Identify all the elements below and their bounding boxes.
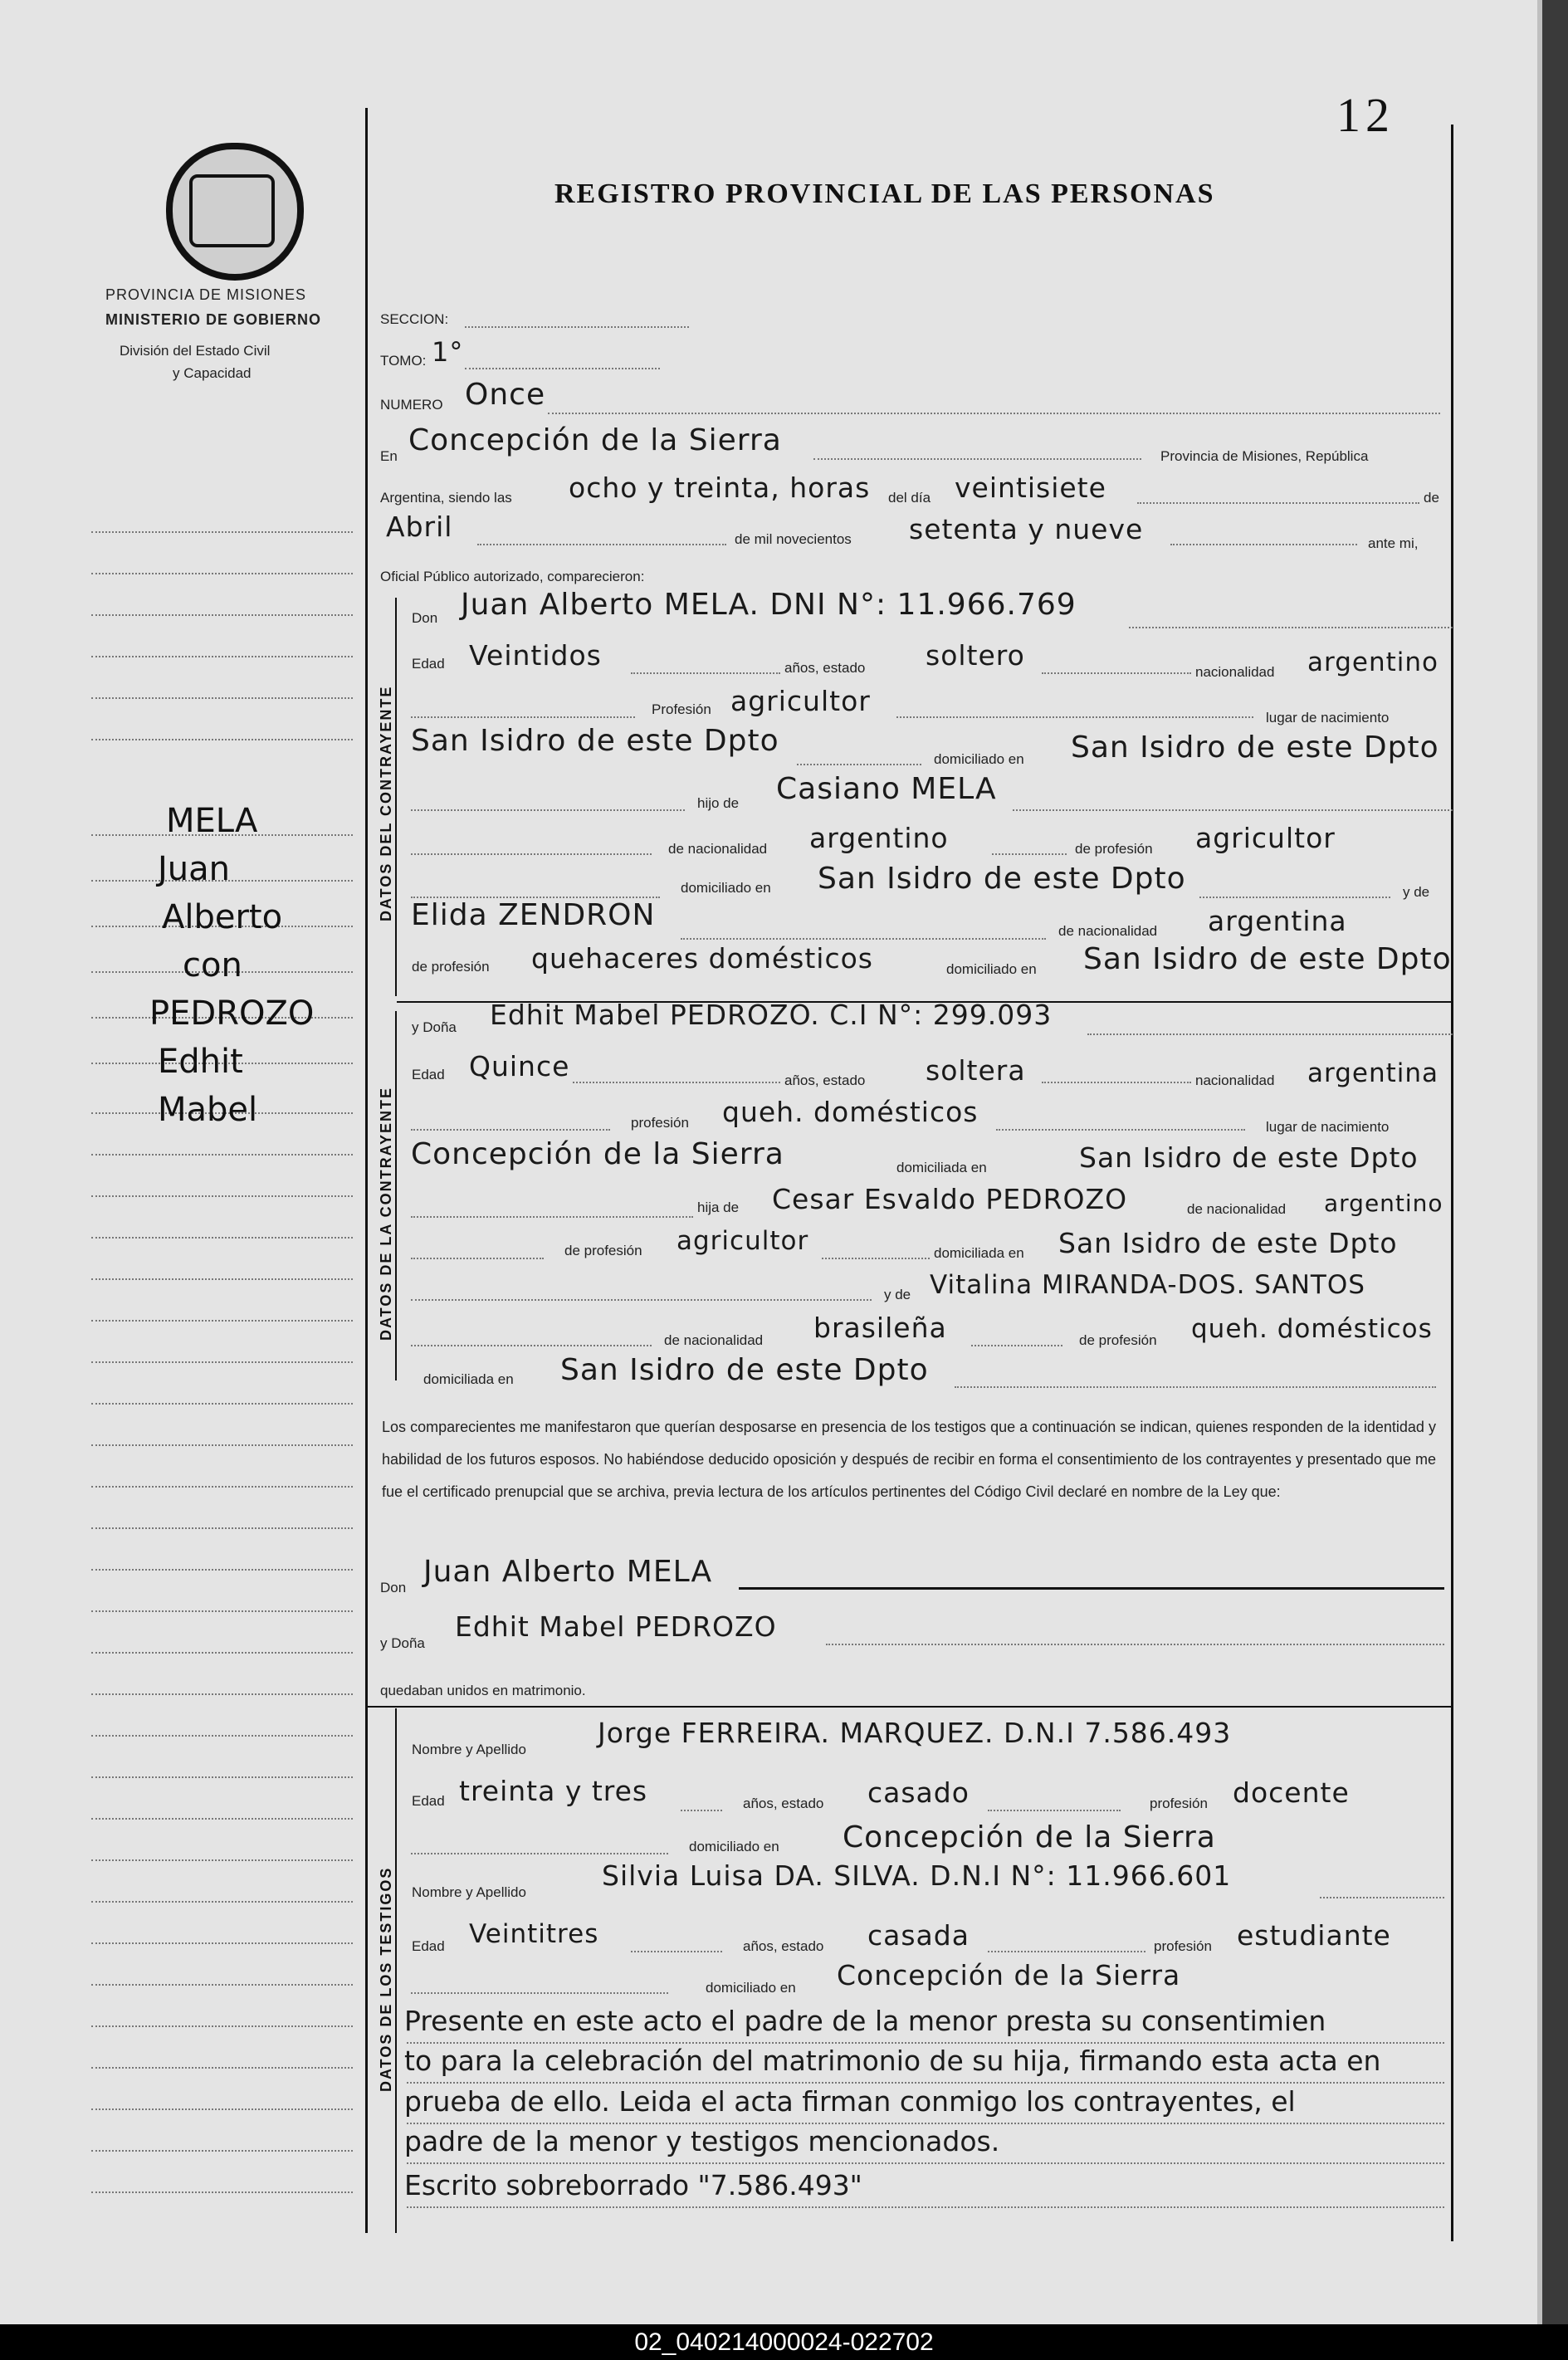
t1-label: Nombre y Apellido xyxy=(412,1742,526,1757)
margin-dotted-line xyxy=(91,1237,353,1239)
margin-note-line: con xyxy=(183,946,242,985)
contrayente-domicilio: San Isidro de este Dpto xyxy=(1071,730,1439,765)
anio-label: de mil novecientos xyxy=(735,531,852,547)
contrayente-estado: soltero xyxy=(926,639,1025,672)
contrayenta-lugar-nac: Concepción de la Sierra xyxy=(411,1137,784,1171)
t1-prof-label: profesión xyxy=(1150,1796,1208,1811)
testigos-divider xyxy=(368,1706,1451,1708)
right-margin-rule xyxy=(1451,125,1453,2241)
margin-dotted-line xyxy=(91,1527,353,1529)
t1-nombre: Jorge FERREIRA. MARQUEZ. D.N.I 7.586.493 xyxy=(598,1717,1232,1749)
margin-dotted-line xyxy=(91,573,353,574)
anio-value: setenta y nueve xyxy=(909,513,1144,545)
t1-estado-label: años, estado xyxy=(743,1796,824,1811)
contrayente-madre-prof: quehaceres domésticos xyxy=(531,942,873,975)
don-label: Don xyxy=(412,610,438,626)
de-nac-label: de nacionalidad xyxy=(668,841,768,857)
decl-closing: quedaban unidos en matrimonio. xyxy=(380,1683,586,1698)
t2-dom-label: domiciliado en xyxy=(706,1980,796,1996)
notes-line: prueba de ello. Leida el acta firman conmigo los contrayentes, el xyxy=(404,2085,1296,2118)
dona-label: y Doña xyxy=(412,1019,457,1035)
mes-value: Abril xyxy=(386,511,453,543)
contrayenta-padre-prof: agricultor xyxy=(677,1226,809,1256)
de-prof-label-3: de profesión xyxy=(564,1243,642,1258)
contrayenta-domicilio: San Isidro de este Dpto xyxy=(1079,1141,1419,1174)
de-nac-label-3: de nacionalidad xyxy=(1187,1201,1287,1217)
t1-dom: Concepción de la Sierra xyxy=(843,1820,1216,1854)
lugar-value: Concepción de la Sierra xyxy=(408,423,782,457)
tomo-value: 1° xyxy=(432,336,464,368)
y-de-label-2: y de xyxy=(884,1287,911,1302)
margin-note-line: Mabel xyxy=(158,1091,258,1129)
contrayente-madre: Elida ZENDRON xyxy=(411,898,656,932)
provincia-text: Provincia de Misiones, República xyxy=(1160,448,1369,464)
contrayenta-estado: soltera xyxy=(926,1054,1026,1087)
decl-dona-label: y Doña xyxy=(380,1635,425,1651)
margin-dotted-line xyxy=(91,1361,353,1363)
contrayente-madre-dom: San Isidro de este Dpto xyxy=(1083,942,1452,976)
margin-dotted-line xyxy=(91,1486,353,1488)
madre-dom-label-2: domiciliada en xyxy=(423,1371,514,1387)
t2-estado-label: años, estado xyxy=(743,1938,824,1954)
edad-label-2: Edad xyxy=(412,1067,445,1082)
numero-label: NUMERO xyxy=(380,397,443,413)
margin-dotted-line xyxy=(91,1154,353,1156)
contrayenta-profesion: queh. domésticos xyxy=(722,1096,979,1128)
contrayenta-madre-prof: queh. domésticos xyxy=(1191,1314,1433,1344)
contrayente-nacionalidad: argentino xyxy=(1307,647,1439,677)
hora-value: ocho y treinta, horas xyxy=(569,472,871,504)
contrayenta-rule xyxy=(395,1011,397,1380)
nacionalidad-label: nacionalidad xyxy=(1195,664,1275,680)
domicilio-label-2: domiciliada en xyxy=(896,1160,987,1175)
margin-note-line: Juan xyxy=(158,850,231,888)
margin-dotted-line xyxy=(91,2108,353,2110)
page-title: REGISTRO PROVINCIAL DE LAS PERSONAS xyxy=(554,178,1215,209)
margin-dotted-line xyxy=(91,697,353,699)
margin-dotted-line xyxy=(91,1942,353,1944)
contrayente-padre: Casiano MELA xyxy=(776,772,997,806)
padre-dom-label: domiciliado en xyxy=(681,880,771,896)
profesion-label: Profesión xyxy=(652,701,711,717)
margin-note xyxy=(149,797,357,1134)
contrayente-profesion: agricultor xyxy=(730,685,871,717)
notes-line: padre de la menor y testigos mencionados. xyxy=(404,2125,1000,2157)
margin-dotted-line xyxy=(91,1859,353,1861)
contrayente-padre-nac: argentino xyxy=(809,822,949,854)
contrayenta-padre-dom: San Isidro de este Dpto xyxy=(1058,1227,1398,1259)
nacionalidad-label-2: nacionalidad xyxy=(1195,1073,1275,1088)
provincial-seal-icon xyxy=(166,143,304,281)
margin-dotted-line xyxy=(91,1610,353,1612)
contrayente-rule xyxy=(395,598,397,996)
margin-dotted-line xyxy=(91,1776,353,1778)
profesion-label-2: profesión xyxy=(631,1115,689,1131)
y-de-label: y de xyxy=(1403,884,1430,900)
testigos-section-label: DATOS DE LOS TESTIGOS xyxy=(378,1866,394,2092)
contrayenta-padre: Cesar Esvaldo PEDROZO xyxy=(772,1183,1128,1215)
scan-footer-id: 02_040214000024-022702 xyxy=(0,2324,1568,2360)
t2-nombre: Silvia Luisa DA. SILVA. D.N.I N°: 11.966.601 xyxy=(602,1859,1232,1892)
margin-dotted-line xyxy=(91,1278,353,1280)
dia-label: del día xyxy=(888,490,931,506)
margin-dotted-line xyxy=(91,1444,353,1446)
margin-dotted-line xyxy=(91,1693,353,1695)
t1-prof: docente xyxy=(1233,1776,1350,1809)
contrayenta-madre-dom: San Isidro de este Dpto xyxy=(560,1353,929,1387)
t2-prof: estudiante xyxy=(1237,1919,1391,1952)
t2-label: Nombre y Apellido xyxy=(412,1884,526,1900)
contrayenta-nacionalidad: argentina xyxy=(1307,1058,1439,1088)
domicilio-label: domiciliado en xyxy=(934,751,1024,767)
de-label: de xyxy=(1424,490,1439,506)
contrayenta-edad: Quince xyxy=(469,1050,570,1082)
t2-dom: Concepción de la Sierra xyxy=(837,1959,1181,1991)
t2-estado: casada xyxy=(867,1919,970,1952)
margin-dotted-line xyxy=(91,2025,353,2027)
t1-edad: treinta y tres xyxy=(459,1775,648,1807)
de-nac-label-4: de nacionalidad xyxy=(664,1332,764,1348)
t2-edad: Veintitres xyxy=(469,1919,599,1949)
margin-dotted-line xyxy=(91,531,353,533)
dia-value: veintisiete xyxy=(955,472,1106,504)
margin-dotted-line xyxy=(91,1735,353,1737)
notes-line: Escrito sobreborrado "7.586.493" xyxy=(404,2169,862,2201)
lugar-nac-label: lugar de nacimiento xyxy=(1266,710,1390,726)
margin-dotted-line xyxy=(91,1818,353,1820)
madre-dom-label: domiciliado en xyxy=(946,961,1037,977)
org-line-4: y Capacidad xyxy=(173,365,252,381)
margin-dotted-line xyxy=(91,2150,353,2152)
t2-edad-label: Edad xyxy=(412,1938,445,1954)
margin-dotted-line xyxy=(91,656,353,657)
contrayenta-madre: Vitalina MIRANDA-DOS. SANTOS xyxy=(930,1270,1365,1300)
de-prof-label-2: de profesión xyxy=(412,959,490,975)
numero-value: Once xyxy=(465,378,546,412)
margin-dotted-line xyxy=(91,2067,353,2069)
contrayente-madre-nac: argentina xyxy=(1208,905,1347,937)
contrayenta-nombre: Edhit Mabel PEDROZO. C.I N°: 299.093 xyxy=(490,999,1053,1031)
decl-don-value: Juan Alberto MELA xyxy=(423,1555,713,1589)
anios-estado-label: años, estado xyxy=(784,660,866,676)
margin-dotted-line xyxy=(91,614,353,616)
book-spine-edge xyxy=(1542,0,1568,2360)
contrayenta-madre-nac: brasileña xyxy=(813,1312,947,1344)
margin-note-line: PEDROZO xyxy=(149,994,315,1033)
t1-estado: casado xyxy=(867,1776,970,1809)
margin-note-line: MELA xyxy=(166,802,258,840)
org-line-1: PROVINCIA DE MISIONES xyxy=(105,286,307,303)
contrayente-nombre: Juan Alberto MELA. DNI N°: 11.966.769 xyxy=(461,588,1077,622)
de-prof-label: de profesión xyxy=(1075,841,1153,857)
hijo-label: hijo de xyxy=(697,795,740,811)
margin-dotted-line xyxy=(91,1652,353,1654)
anios-estado-label-2: años, estado xyxy=(784,1073,866,1088)
edad-label: Edad xyxy=(412,656,445,672)
argentina-text: Argentina, siendo las xyxy=(380,490,512,506)
ante-label: ante mi, xyxy=(1368,535,1419,551)
declaration-paragraph: Los comparecientes me manifestaron que querían desposarse en presencia de los testigos que a continuación se indican, quienes responden de la identidad y habilidad de los futuros esposos. No habiéndose deducido oposición y después de recibir en forma el consentimiento de los contrayentes y presentado que me fue el certificado prenupcial que se archiva, previa lectura de los artículos pertinentes del Código Civil declaré en nombre de la Ley que: xyxy=(382,1419,1436,1500)
t1-edad-label: Edad xyxy=(412,1793,445,1809)
t1-dom-label: domiciliado en xyxy=(689,1839,779,1854)
notes-line: to para la celebración del matrimonio de su hija, firmando esta acta en xyxy=(404,2045,1381,2077)
contrayenta-section-label: DATOS DE LA CONTRAYENTE xyxy=(378,1086,394,1341)
margin-dotted-line xyxy=(91,1403,353,1405)
tomo-label: TOMO: xyxy=(380,353,427,369)
padre-dom-label-2: domiciliada en xyxy=(934,1245,1024,1261)
margin-note-line: Edhit xyxy=(158,1043,243,1081)
margin-dotted-line xyxy=(91,739,353,740)
margin-dotted-line xyxy=(91,1195,353,1197)
margin-note-line: Alberto xyxy=(162,898,283,936)
lugar-nac-label-2: lugar de nacimiento xyxy=(1266,1119,1390,1135)
margin-dotted-line xyxy=(91,1901,353,1903)
margin-dotted-line xyxy=(91,1569,353,1571)
en-label: En xyxy=(380,448,398,464)
seccion-label: SECCION: xyxy=(380,311,449,327)
margin-dotted-line xyxy=(91,1320,353,1322)
t2-prof-label: profesión xyxy=(1154,1938,1212,1954)
margin-dotted-line xyxy=(91,2191,353,2193)
de-nac-label-2: de nacionalidad xyxy=(1058,923,1158,939)
org-line-2: MINISTERIO DE GOBIERNO xyxy=(105,311,322,328)
oficial-text: Oficial Público autorizado, comparecieron: xyxy=(380,569,645,584)
decl-don-label: Don xyxy=(380,1580,407,1595)
de-prof-label-4: de profesión xyxy=(1079,1332,1157,1348)
decl-dona-value: Edhit Mabel PEDROZO xyxy=(455,1610,777,1643)
contrayente-edad: Veintidos xyxy=(469,639,602,672)
margin-dotted-line xyxy=(91,1984,353,1986)
notes-line: Presente en este acto el padre de la menor presta su consentimien xyxy=(404,2005,1326,2037)
contrayente-padre-dom: San Isidro de este Dpto xyxy=(818,862,1186,896)
hija-label: hija de xyxy=(697,1200,740,1215)
contrayenta-padre-nac: argentino xyxy=(1324,1190,1443,1217)
contrayente-section-label: DATOS DEL CONTRAYENTE xyxy=(378,685,394,921)
contrayente-padre-prof: agricultor xyxy=(1195,822,1336,854)
left-margin-rule xyxy=(365,108,368,2233)
page-number: 12 xyxy=(1336,88,1395,142)
org-line-3: División del Estado Civil xyxy=(120,343,271,359)
contrayente-lugar-nac: San Isidro de este Dpto xyxy=(411,724,779,758)
testigos-rule xyxy=(395,1708,397,2233)
